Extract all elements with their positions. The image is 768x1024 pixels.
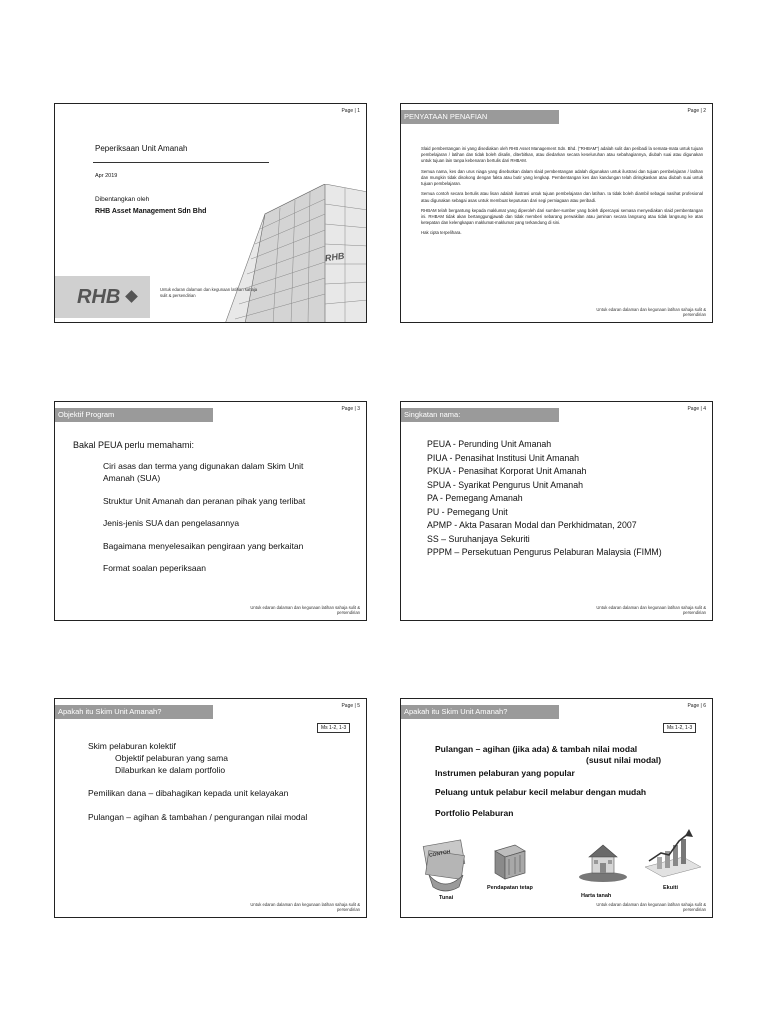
contoh-label: CONTOH [428,849,451,859]
footer: Untuk edaran dalaman dan kegunaan latihan sahaja sulit & persendirian [160,287,258,298]
list-item: PEUA - Perunding Unit Amanah [427,439,552,449]
slide-title: Peperiksaan Unit Amanah [95,144,188,153]
rhb-logo: RHB [77,286,121,308]
paragraph: RHBAM telah bergantung kepada maklumat yang diperoleh dari sumber-sumber yang boleh dipercayai semasa menyediakan slaid pembentangan ini. RHBAM tidak akan bertanggungjawab dan tidak memberi sebarang perwakilan atau jaminan secara langsung atau tidak langsung ke atas ketepatan dan kelengkapan maklumat-maklumat yang terkandung di sini. [421,207,703,226]
list-item: APMP - Akta Pasaran Modal dan Perkhidmatan, 2007 [427,520,637,530]
footer: Untuk edaran dalaman dan kegunaan latihan sahaja sulit & persendirian [596,604,706,616]
page-number: Page | 1 [341,108,360,114]
content-line: (susut nilai modal) [586,755,662,765]
objective-item: Amanah (SUA) [103,473,161,483]
diamond-icon [125,290,138,303]
paragraph: Semua contoh secara bertulis atau lisan adalah ilustrasi untuk tujuan pembelajaran dan latihan. Ia tidak boleh diambil sebagai nasihat profesional atau digunakan sebagai asas untuk membuat keputusan dari segi perniagaan atau peribadi. [421,191,703,203]
content-line: Pemilikan dana – dibahagikan kepada unit kelayakan [88,788,289,798]
list-item: PPPM – Persekutuan Pengurus Pelaburan Malaysia (FIMM) [427,547,662,557]
slide-header: Apakah itu Skim Unit Amanah? [401,705,559,719]
slide-2 [400,103,713,323]
footer: Untuk edaran dalaman dan kegunaan latihan sahaja sulit & persendirian [250,901,360,913]
equity-chart-icon [643,827,703,879]
label-pendapatan-tetap: Pendapatan tetap [487,885,533,891]
list-item: SPUA - Syarikat Pengurus Unit Amanah [427,479,583,490]
list-item: PA - Pemegang Amanah [427,493,523,503]
label-harta-tanah: Harta tanah [581,893,612,899]
building-sign: RHB [324,250,346,264]
slide-header: Objektif Program [55,408,213,422]
reference-box: Ms 1-2, 1-3 [663,723,696,733]
footer: Untuk edaran dalaman dan kegunaan latihan sahaja sulit & persendirian [596,901,706,913]
page-number: Page | 5 [341,703,360,709]
label-tunai: Tunai [439,895,454,901]
slide-5 [54,698,367,918]
abbreviation-list [427,438,662,560]
objective-item: Struktur Unit Amanah dan peranan pihak yang terlibat [103,496,306,506]
footer: Untuk edaran dalaman dan kegunaan latihan sahaja sulit & persendirian [250,604,360,616]
content-line: Pulangan – agihan & tambahan / pengurangan nilai modal [88,812,308,822]
page-number: Page | 2 [687,108,706,114]
presented-by: Dibentangkan oleh [95,196,150,203]
content-line: Dilaburkan ke dalam portfolio [115,765,226,775]
company-name: RHB Asset Management Sdn Bhd [95,208,207,215]
title-underline [93,162,269,163]
objective-item: Ciri asas dan terma yang digunakan dalam Skim Unit [103,461,304,471]
objective-item: Bagaimana menyelesaikan pengiraan yang berkaitan [103,541,304,551]
slide-header: Singkatan nama: [401,408,559,422]
list-item: PIUA - Penasihat Institusi Unit Amanah [427,452,580,463]
page-number: Page | 3 [341,406,360,412]
label-ekuiti: Ekuiti [663,885,678,891]
footer: Untuk edaran dalaman dan kegunaan latihan sahaja sulit & persendirian [596,306,706,318]
list-item: PU - Pemegang Unit [427,506,508,517]
slide-4 [400,401,713,621]
page-number: Page | 6 [687,703,706,709]
slide-6 [400,698,713,918]
logo-panel [55,276,150,318]
objective-item: Jenis-jenis SUA dan pengelasannya [103,518,240,528]
property-icon [575,837,631,885]
paragraph: Semua nama, kes dan urus niaga yang disebutkan dalam slaid pembentangan adalah digunakan untuk ilustrasi dan tujuan pembelajaran / latihan dan mungkin tidak disokong dengan fakta atau butir yang lengkap. Pembentangan kes dan kandungan telah diringkaskan atau diubah suai untuk tujuan pembelajaran. [421,168,703,187]
slide-3 [54,401,367,621]
fixed-income-icon [489,841,529,881]
slide-header: Apakah itu Skim Unit Amanah? [55,705,213,719]
content-line: Skim pelaburan kolektif [88,741,176,751]
content-line: Instrumen pelaburan yang popular [435,768,575,778]
paragraph: Hak cipta terpelihara. [421,230,462,236]
content-line: Peluang untuk pelabur kecil melabur dengan mudah [435,787,647,797]
reference-box: Ms 1-2, 1-3 [317,723,350,733]
list-item: PKUA - Penasihat Korporat Unit Amanah [427,466,587,476]
slide-header: PENYATAAN PENAFIAN [401,110,559,124]
objective-item: Format soalan peperiksaan [103,563,207,573]
slide-1 [54,103,367,323]
date: Apr 2019 [95,173,118,179]
intro-text: Bakal PEUA perlu memahami: [73,440,195,450]
page-number: Page | 4 [687,406,706,412]
content-line: Pulangan – agihan (jika ada) & tambah nilai modal [435,744,638,754]
cash-icon [419,835,471,893]
disclaimer-text [421,146,703,241]
list-item: SS – Suruhanjaya Sekuriti [427,533,530,544]
paragraph: Slaid pembentangan ini yang disediakan oleh RHB Asset Management Sdn. Bhd. ("RHBAM") adalah sulit dan peribadi la semata-mata untuk tujuan pembelajaran / latihan dan tidak boleh disalin, diterbitkan, atau diedarkan secara keseluruhan atau sebahagiannya, diubah suai atau digunakan untuk tujuan lain tanpa kebenaran bertulis dari RHBAM. [421,146,703,164]
content-line: Portfolio Pelaburan [435,808,514,818]
content-line: Objektif pelaburan yang sama [115,753,228,763]
